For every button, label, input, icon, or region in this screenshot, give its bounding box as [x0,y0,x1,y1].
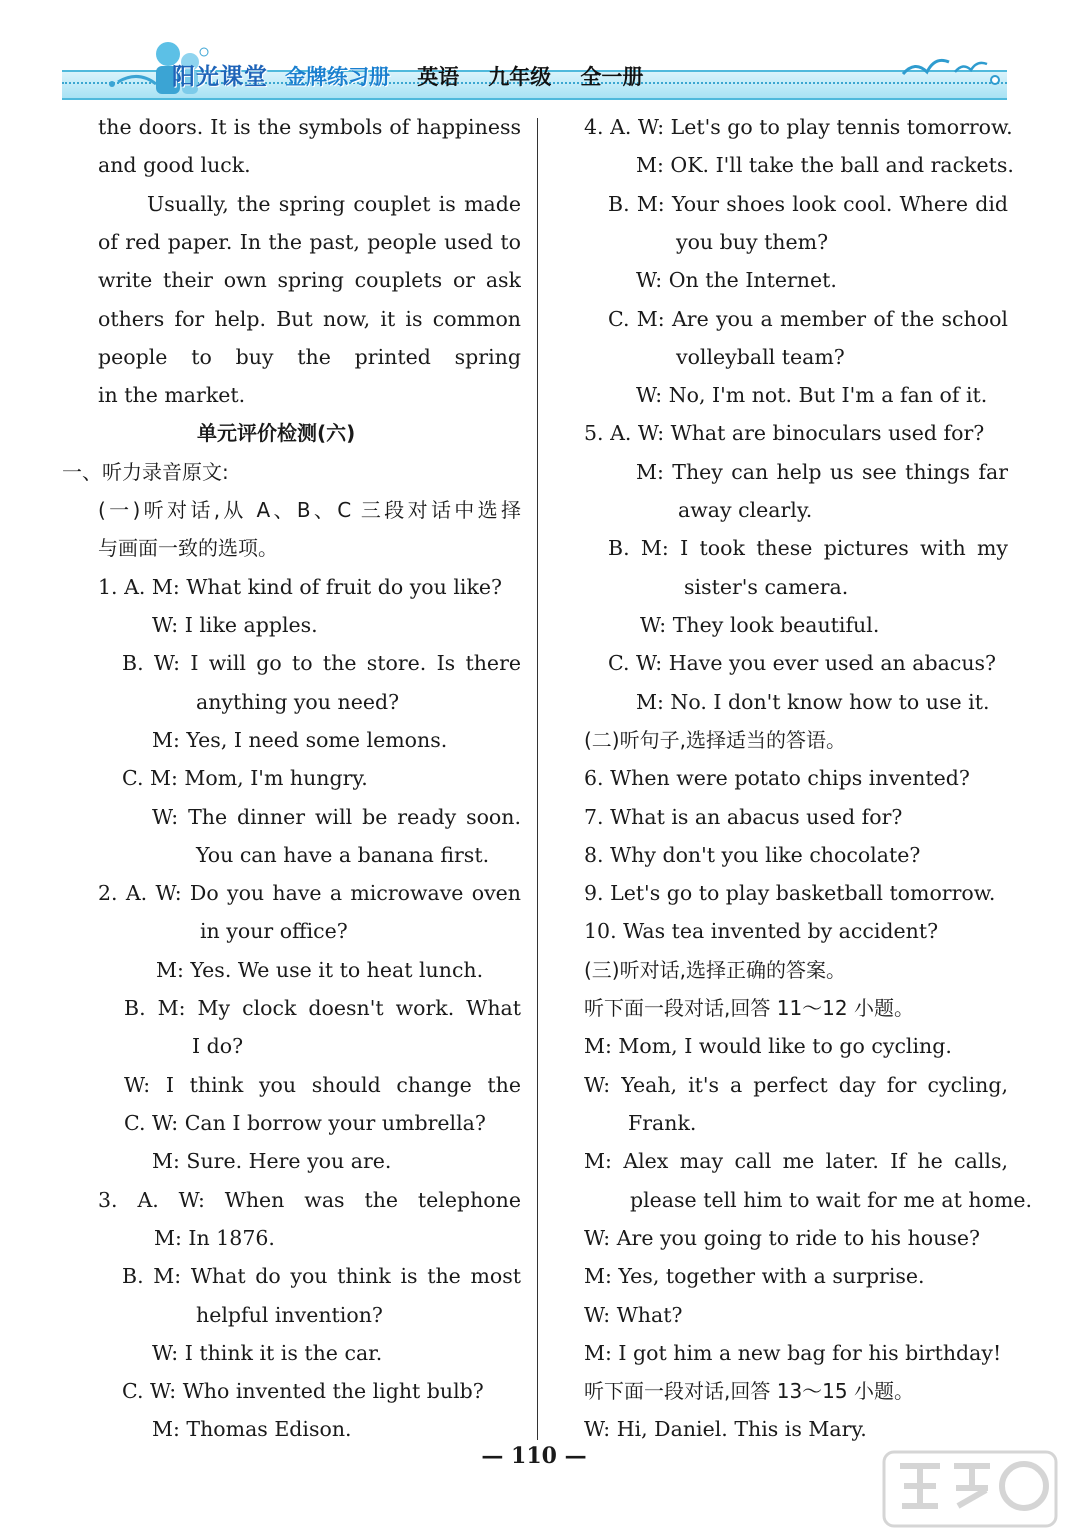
dialogue-line: M: Yes, together with a surprise. [584,1264,925,1288]
dialogue-line: M: They can help us see things far [636,460,1008,484]
dialogue-line: B. M: I took these pictures with my [608,536,1008,560]
dialogue-line: C. W: Can I borrow your umbrella? [124,1111,486,1135]
subject-label: 英语 [417,65,460,89]
question-line: 10. Was tea invented by accident? [584,919,939,943]
text-line: (二)听句子,选择适当的答语。 [584,728,846,752]
dialogue-line: away clearly. [678,498,813,522]
dialogue-line: helpful invention? [196,1303,383,1327]
dialogue-line: please tell him to wait for me at home. [630,1188,1033,1212]
dialogue-line: W: Hi, Daniel. This is Mary. [584,1417,867,1441]
dialogue-line: M: No. I don't know how to use it. [636,690,990,714]
dialogue-line: W: I like apples. [152,613,318,637]
seagulls-icon [897,48,1007,88]
text-line: write their own spring couplets or ask [98,268,521,292]
dialogue-line: volleyball team? [676,345,845,369]
dialogue-line: C. M: Mom, I'm hungry. [122,766,368,790]
dialogue-line: W: I think you should change the [124,1073,521,1097]
dialogue-line: B. W: I will go to the store. Is there [122,651,521,675]
dialogue-line: W: Yeah, it's a perfect day for cycling, [584,1073,1008,1097]
question-line: 7. What is an abacus used for? [584,805,903,829]
dialogue-line: M: I got him a new bag for his birthday! [584,1341,1002,1365]
text-line: of red paper. In the past, people used to [98,230,521,254]
text-line: (三)听对话,选择正确的答案。 [584,958,846,982]
dialogue-line: C. W: Who invented the light bulb? [122,1379,484,1403]
text-line: 听下面一段对话,回答 13～15 小题。 [584,1379,914,1403]
text-line: 一、听力录音原文: [62,460,229,484]
text-line: others for help. But now, it is common [98,307,521,331]
dialogue-line: M: OK. I'll take the ball and rackets. [636,153,1014,177]
column-divider [537,118,538,1440]
dialogue-line: M: Yes, I need some lemons. [152,728,448,752]
page-header [62,40,1007,100]
dialogue-line: You can have a banana first. [196,843,490,867]
dialogue-line: I do? [192,1034,244,1058]
dialogue-line: 3. A. W: When was the telephone [98,1188,521,1212]
dialogue-line: M: Mom, I would like to go cycling. [584,1034,952,1058]
text-line: in the market. [98,383,246,407]
dialogue-line: M: Yes. We use it to heat lunch. [156,958,484,982]
dialogue-line: 1. A. M: What kind of fruit do you like? [98,575,503,599]
text-line: the doors. It is the symbols of happiness [98,115,521,139]
watermark-logo [880,1448,1060,1530]
dialogue-line: M: Sure. Here you are. [152,1149,392,1173]
text-line: 与画面一致的选项。 [98,536,278,560]
text-line: (一)听对话,从 A、B、C 三段对话中选择 [98,498,521,522]
header-title [172,58,667,98]
dialogue-line: Frank. [628,1111,697,1135]
dialogue-line: B. M: What do you think is the most [122,1264,521,1288]
dialogue-line: W: On the Internet. [636,268,837,292]
dialogue-line: B. M: Your shoes look cool. Where did [608,192,1008,216]
dialogue-line: 2. A. W: Do you have a microwave oven [98,881,521,905]
dialogue-line: you buy them? [676,230,829,254]
dialogue-line: anything you need? [196,690,400,714]
dialogue-line: W: What? [584,1303,683,1327]
question-line: 6. When were potato chips invented? [584,766,970,790]
dialogue-line: in your office? [200,919,348,943]
question-line: 9. Let's go to play basketball tomorrow. [584,881,996,905]
dialogue-line: W: No, I'm not. But I'm a fan of it. [636,383,988,407]
text-line: people to buy the printed spring [98,345,521,369]
page-number: — 110 — [481,1443,587,1469]
text-line: and good luck. [98,153,251,177]
dialogue-line: 5. A. W: What are binoculars used for? [584,421,985,445]
dialogue-line: M: Alex may call me later. If he calls, [584,1149,1008,1173]
dialogue-line: C. M: Are you a member of the school [608,307,1008,331]
section-heading: 单元评价检测(六) [197,421,356,445]
dialogue-line: C. W: Have you ever used an abacus? [608,651,997,675]
dialogue-line: W: Are you going to ride to his house? [584,1226,980,1250]
question-line: 8. Why don't you like chocolate? [584,843,921,867]
dialogue-line: W: They look beautiful. [640,613,880,637]
dialogue-line: B. M: My clock doesn't work. What [124,996,521,1020]
dialogue-line: sister's camera. [684,575,849,599]
volume-label: 全一册 [580,65,644,89]
dialogue-line: M: Thomas Edison. [152,1417,352,1441]
text-line: Usually, the spring couplet is made [147,192,521,216]
dialogue-line: W: The dinner will be ready soon. [152,805,521,829]
series-title: 金牌练习册 [285,65,391,89]
text-line: 听下面一段对话,回答 11～12 小题。 [584,996,914,1020]
dialogue-line: M: In 1876. [154,1226,275,1250]
dialogue-line: 4. A. W: Let's go to play tennis tomorrow. [584,115,1013,139]
dialogue-line: W: I think it is the car. [152,1341,383,1365]
brand-title: 阳光课堂 [172,64,268,90]
grade-label: 九年级 [488,65,552,89]
